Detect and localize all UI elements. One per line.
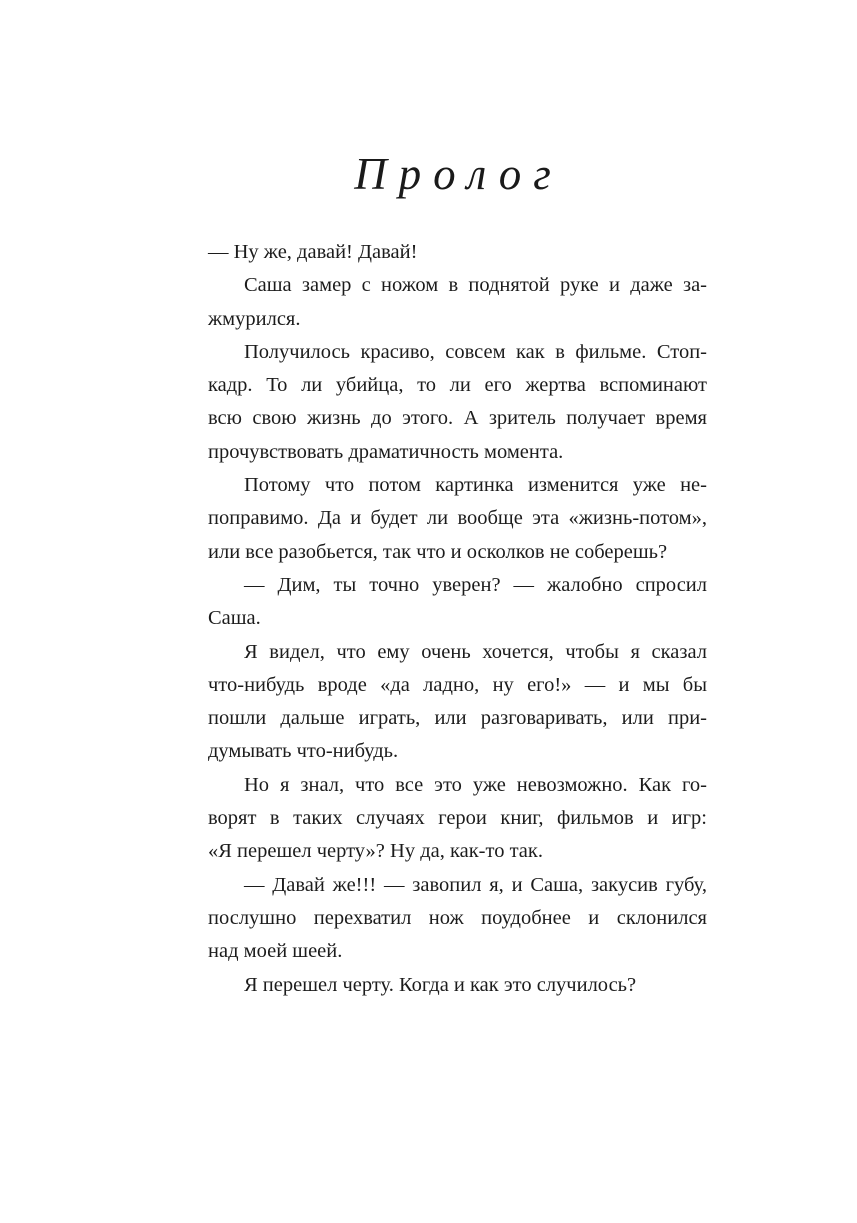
text-line: над моей шеей. <box>208 940 343 963</box>
paragraph-1 <box>208 236 707 269</box>
text-line: пошли дальше играть, или разговаривать, или при- <box>208 707 707 730</box>
text-line: всю свою жизнь до этого. А зритель получает время <box>208 407 707 430</box>
text-line: «Я перешел черту»? Ну да, как-то так. <box>208 840 543 863</box>
paragraph-6 <box>208 636 707 769</box>
chapter-body <box>208 236 707 1002</box>
text-line: Саша замер с ножом в поднятой руке и даже за- <box>244 274 707 297</box>
paragraph-2 <box>208 269 707 336</box>
text-line: Саша. <box>208 607 261 630</box>
paragraph-9 <box>208 969 707 1002</box>
text-line: — Дим, ты точно уверен? — жалобно спросил <box>244 573 707 596</box>
text-line: поправимо. Да и будет ли вообще эта «жизнь-потом», <box>208 507 707 530</box>
chapter-title: Пролог <box>354 149 563 199</box>
text-line: Я перешел черту. Когда и как это случилось? <box>244 973 637 996</box>
text-line: жмурился. <box>208 307 301 330</box>
text-line: — Ну же, давай! Давай! <box>208 241 418 263</box>
paragraph-3 <box>208 336 707 469</box>
paragraph-8 <box>208 869 707 969</box>
text-line: — Давай же!!! — завопил я, и Саша, закусив губу, <box>244 873 707 896</box>
text-line: что-нибудь вроде «да ладно, ну его!» — и мы бы <box>208 673 707 696</box>
text-line: или все разобьется, так что и осколков не соберешь? <box>208 540 668 563</box>
text-line: Потому что потом картинка изменится уже не- <box>244 474 707 497</box>
text-line: кадр. То ли убийца, то ли его жертва вспоминают <box>208 374 707 397</box>
paragraph-7 <box>208 769 707 869</box>
text-line: Получилось красиво, совсем как в фильме. Стоп- <box>244 340 707 363</box>
text-line: прочувствовать драматичность момента. <box>208 440 564 463</box>
text-line: Но я знал, что все это уже невозможно. Как го- <box>244 773 707 796</box>
text-line: думывать что-нибудь. <box>208 740 399 763</box>
text-line: Я видел, что ему очень хочется, чтобы я сказал <box>244 640 707 663</box>
text-line: ворят в таких случаях герои книг, фильмов и игр: <box>208 807 707 830</box>
paragraph-5 <box>208 569 707 636</box>
text-line: послушно перехватил нож поудобнее и склонился <box>208 906 707 929</box>
paragraph-4 <box>208 469 707 569</box>
